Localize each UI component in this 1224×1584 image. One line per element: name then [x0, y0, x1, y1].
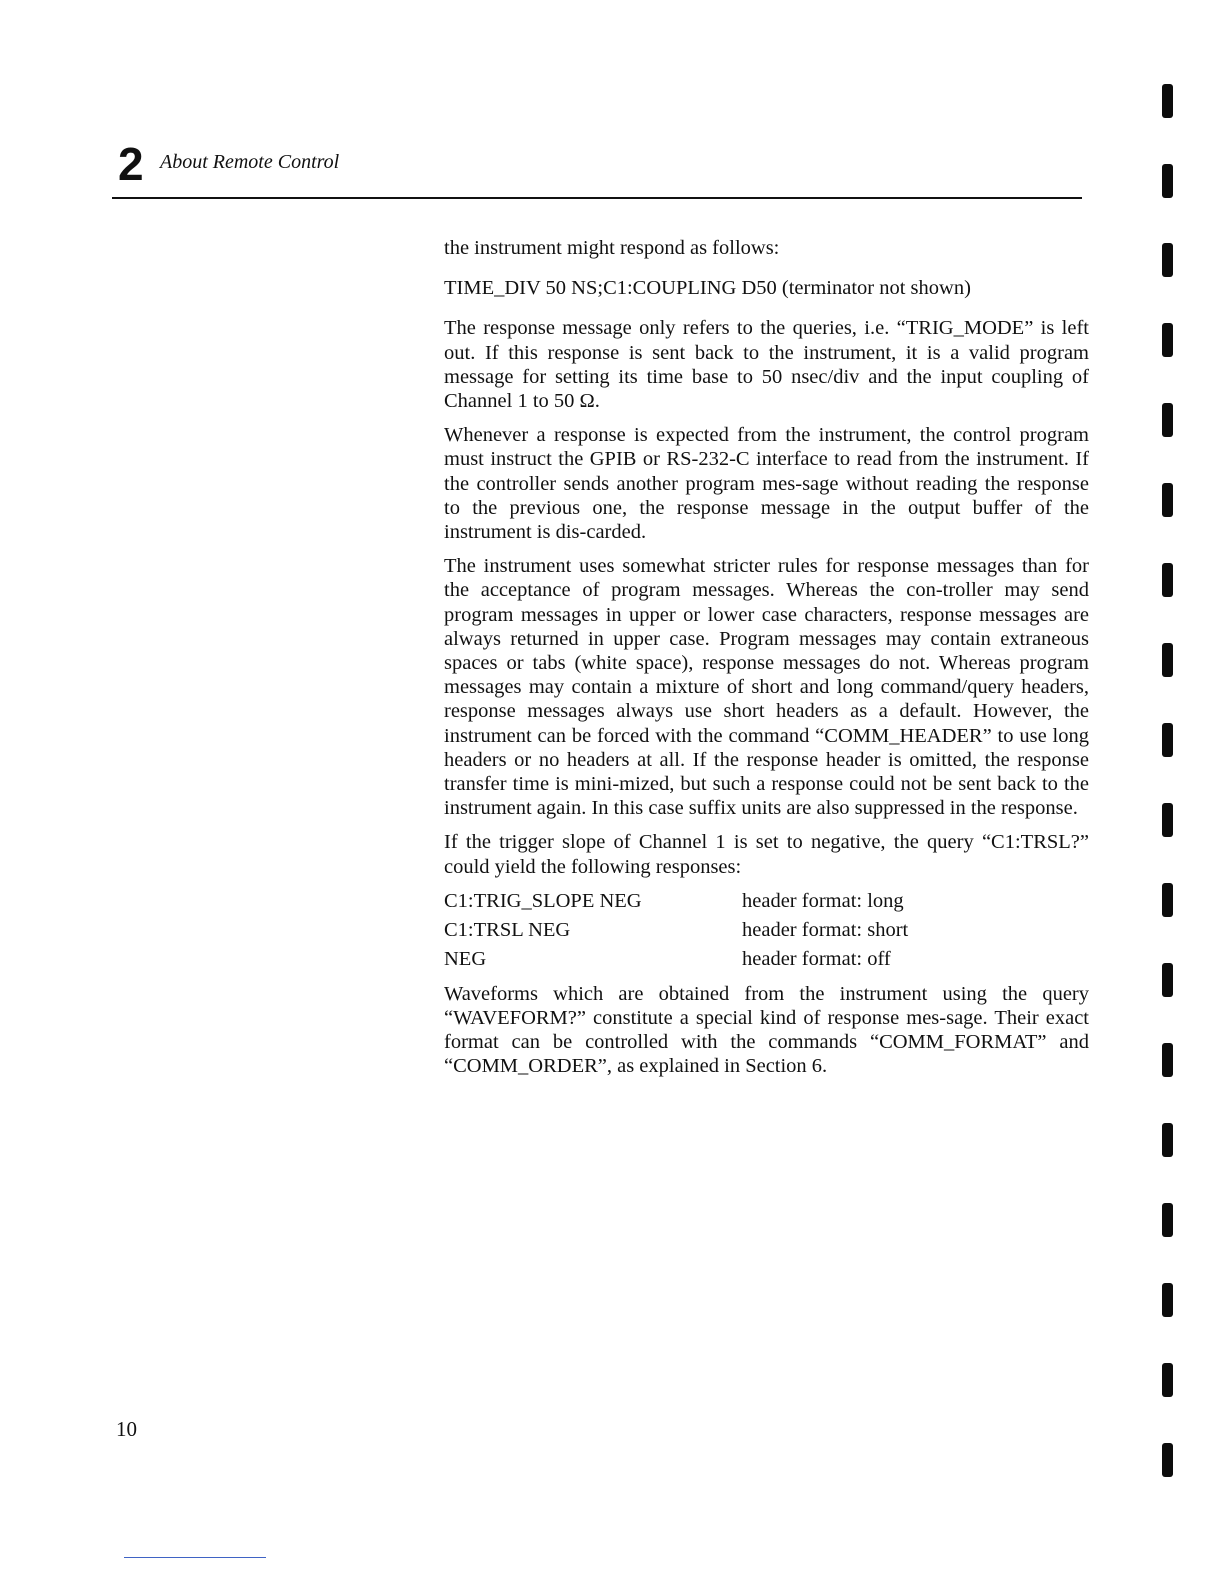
response-row — [444, 918, 1089, 947]
edge-mark — [1162, 164, 1173, 198]
footer-line — [124, 1557, 266, 1558]
paragraph-reading-responses: Whenever a response is expected from the instrument, the control program must instruct the GPIB or RS-232-C interface to read from the instrument. If the controller sends another program mes-sage without reading the response to the previous one, the response message in the output buffer of the instrument is dis-carded. — [444, 424, 1089, 544]
edge-mark — [1162, 723, 1173, 757]
paragraph-waveforms: Waveforms which are obtained from the instrument using the query “WAVEFORM?” constitute a special kind of response mes-sage. Their exact format can be controlled with the commands “COMM_FORMAT” and “COMM_ORDER”, as explained in Section 6. — [444, 982, 1089, 1078]
chapter-number: 2 — [118, 138, 144, 190]
edge-mark — [1162, 1123, 1173, 1157]
edge-mark — [1162, 243, 1173, 277]
edge-mark — [1162, 1443, 1173, 1477]
edge-mark — [1162, 883, 1173, 917]
response-header-format: header format: short — [742, 918, 909, 941]
edge-mark — [1162, 483, 1173, 517]
edge-mark — [1162, 323, 1173, 357]
edge-mark — [1162, 563, 1173, 597]
response-header-format: header format: off — [742, 947, 891, 970]
binding-edge-marks — [1162, 0, 1182, 1584]
response-command: C1:TRIG_SLOPE NEG — [444, 889, 642, 912]
chapter-title: About Remote Control — [160, 151, 340, 173]
edge-mark — [1162, 1363, 1173, 1397]
response-row — [444, 947, 1089, 976]
intro-text: the instrument might respond as follows: — [444, 237, 780, 259]
response-header-format: header format: long — [742, 889, 904, 912]
edge-mark — [1162, 803, 1173, 837]
edge-mark — [1162, 1043, 1173, 1077]
page-number: 10 — [116, 1417, 137, 1441]
response-row — [444, 889, 1089, 918]
edge-mark — [1162, 403, 1173, 437]
body-text — [444, 236, 1089, 1089]
response-format-table — [444, 889, 1089, 976]
edge-mark — [1162, 643, 1173, 677]
response-command: NEG — [444, 947, 487, 970]
page-header — [112, 138, 1082, 200]
edge-mark — [1162, 1203, 1173, 1237]
paragraph-query-response: The response message only refers to the queries, i.e. “TRIG_MODE” is left out. If this response is sent back to the instrument, it is a valid program message for setting its time base to 50 nsec/div and the input coupling of Channel 1 to 50 Ω. — [444, 317, 1089, 413]
edge-mark — [1162, 1283, 1173, 1317]
paragraph-response-rules: The instrument uses somewhat stricter rules for response messages than for the acceptance of program messages. Whereas the con-troller may send program messages in upper or lower case characters, response messages are always returned in upper case. Program messages may contain extraneous spaces or tabs (white space), response messages do not. Whereas program messages may contain a mixture of short and long command/query headers, response messages always use short headers as a default. However, the instrument can be forced with the command “COMM_HEADER” to use long headers or no headers at all. If the response header is omitted, the response transfer time is mini-mized, but such a response could not be sent back to the instrument again. In this case suffix units are also suppressed in the response. — [444, 555, 1089, 820]
edge-mark — [1162, 84, 1173, 118]
paragraph-trigger-slope: If the trigger slope of Channel 1 is set to negative, the query “C1:TRSL?” could yield the following responses: — [444, 831, 1089, 878]
response-command: C1:TRSL NEG — [444, 918, 571, 941]
example-response: TIME_DIV 50 NS;C1:COUPLING D50 (terminator not shown) — [444, 277, 971, 300]
edge-mark — [1162, 963, 1173, 997]
header-rule — [112, 197, 1082, 199]
